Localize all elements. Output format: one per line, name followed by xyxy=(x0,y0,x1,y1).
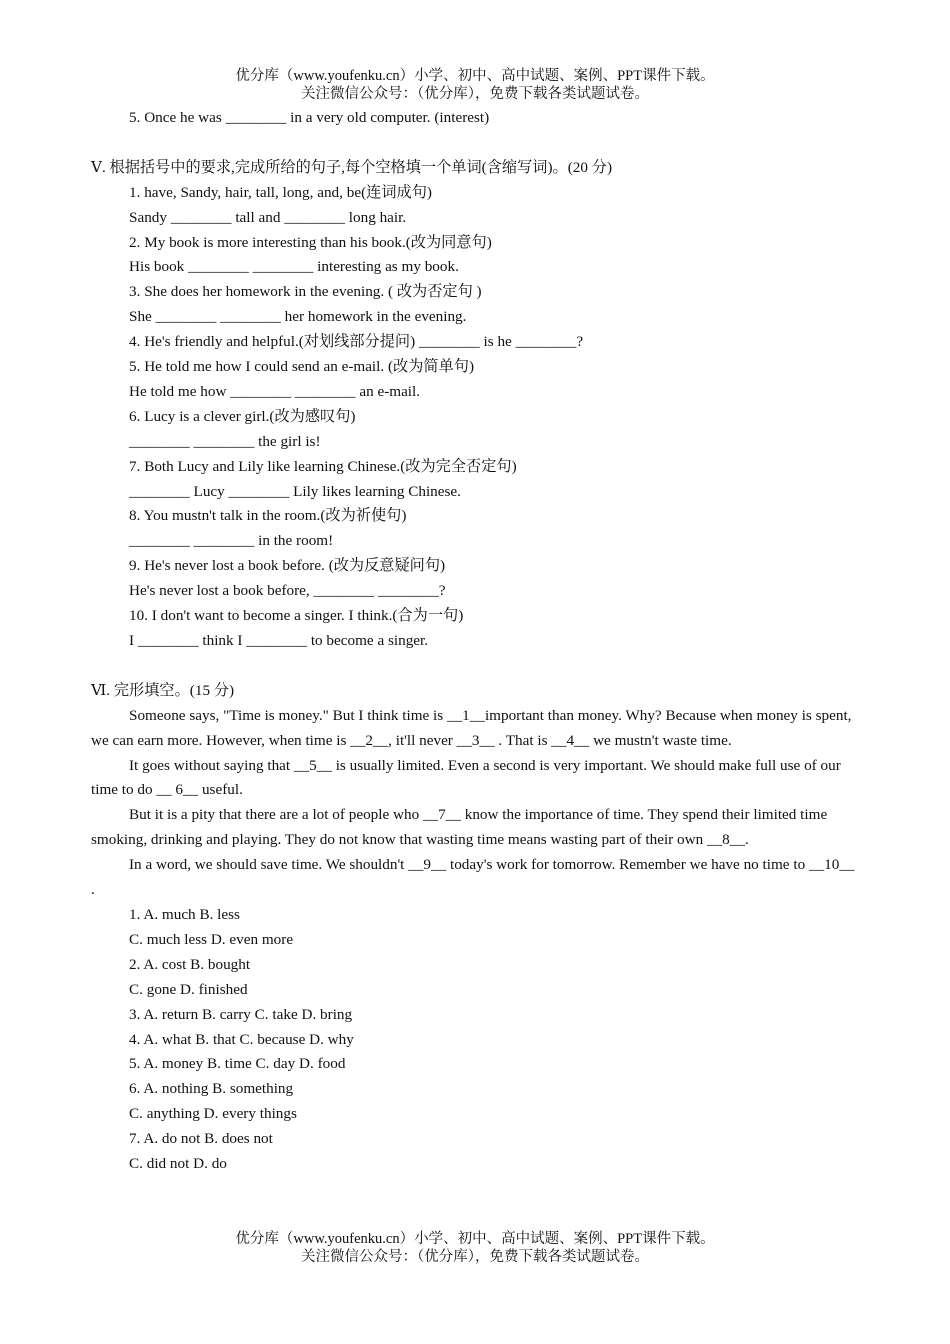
footer-line-1: 优分库（www.youfenku.cn）小学、初中、高中试题、案例、PPT课件下载。 xyxy=(235,1231,715,1247)
section-5-line: His book ________ ________ interesting as my book. xyxy=(129,258,459,276)
page-header xyxy=(0,67,950,103)
section-5-line: ________ ________ in the room! xyxy=(129,532,334,550)
section-5-line: 10. I don't want to become a singer. I think.(合为一句) xyxy=(129,607,464,625)
section-5-line: 7. Both Lucy and Lily like learning Chinese.(改为完全否定句) xyxy=(129,457,517,475)
cloze-option-line: 4. A. what B. that C. because D. why xyxy=(129,1030,354,1048)
cloze-paragraph: In a word, we should save time. We shouldn't __9__ today's work for tomorrow. Remember we have no time to __10__ . xyxy=(91,856,855,899)
section-5-line: 5. He told me how I could send an e-mail. (改为简单句) xyxy=(129,358,475,376)
cloze-option-line: C. anything D. every things xyxy=(129,1105,297,1123)
section-5 xyxy=(91,156,861,654)
cloze-option-line: 3. A. return B. carry C. take D. bring xyxy=(129,1005,353,1023)
section-6-heading: Ⅵ. 完形填空。(15 分) xyxy=(91,681,235,699)
section-5-line: ________ ________ the girl is! xyxy=(129,432,321,450)
spacer xyxy=(91,131,861,156)
previous-item: 5. Once he was ________ in a very old computer. (interest) xyxy=(129,109,490,126)
cloze-option-line: C. did not D. do xyxy=(129,1155,227,1173)
cloze-option-line: C. much less D. even more xyxy=(129,930,294,948)
document-body xyxy=(91,106,861,1177)
cloze-paragraph: Someone says, "Time is money." But I think time is __1__important than money. Why? Because when money is spent, we can earn more. However, when time is __2__, it'll never __3__ . That is __4__ we mustn't waste time. xyxy=(91,706,852,749)
cloze-paragraph: It goes without saying that __5__ is usually limited. Even a second is very important. We should make full use of our time to do __ 6__ useful. xyxy=(91,756,841,799)
section-5-line: 8. You mustn't talk in the room.(改为祈使句) xyxy=(129,507,407,525)
cloze-option-line: 5. A. money B. time C. day D. food xyxy=(129,1055,346,1073)
footer-line-2: 关注微信公众号：（优分库），免费下载各类试题试卷。 xyxy=(301,1249,649,1265)
section-6 xyxy=(91,679,861,1177)
section-5-line: 4. He's friendly and helpful.(对划线部分提问) ________ is he ________? xyxy=(129,333,584,351)
section-5-line: I ________ think I ________ to become a singer. xyxy=(129,632,429,650)
section-5-heading: Ⅴ. 根据括号中的要求,完成所给的句子,每个空格填一个单词(含缩写词)。(20 分) xyxy=(91,158,612,176)
spacer xyxy=(91,654,861,679)
page-footer xyxy=(0,1230,950,1266)
section-5-line: He's never lost a book before, ________ ________? xyxy=(129,582,446,600)
section-5-line: Sandy ________ tall and ________ long hair. xyxy=(129,208,407,226)
section-5-line: He told me how ________ ________ an e-mail. xyxy=(129,382,421,400)
section-5-line: 9. He's never lost a book before. (改为反意疑问句) xyxy=(129,557,446,575)
cloze-paragraph: But it is a pity that there are a lot of people who __7__ know the importance of time. They spend their limited time smoking, drinking and playing. They do not know that wasting time means wasting part of their own __8__. xyxy=(91,806,828,849)
section-5-line: 2. My book is more interesting than his book.(改为同意句) xyxy=(129,233,492,251)
section-5-line: 1. have, Sandy, hair, tall, long, and, be(连词成句) xyxy=(129,183,432,201)
section-5-line: 3. She does her homework in the evening. ( 改为否定句 ) xyxy=(129,283,482,301)
cloze-option-line: C. gone D. finished xyxy=(129,980,248,998)
cloze-option-line: 1. A. much B. less xyxy=(129,905,240,923)
section-5-line: 6. Lucy is a clever girl.(改为感叹句) xyxy=(129,407,356,425)
header-line-2: 关注微信公众号：（优分库），免费下载各类试题试卷。 xyxy=(301,86,649,102)
section-5-line: She ________ ________ her homework in the evening. xyxy=(129,308,467,326)
cloze-option-line: 6. A. nothing B. something xyxy=(129,1080,294,1098)
header-line-1: 优分库（www.youfenku.cn）小学、初中、高中试题、案例、PPT课件下载。 xyxy=(235,68,715,84)
cloze-option-line: 7. A. do not B. does not xyxy=(129,1130,273,1148)
cloze-option-line: 2. A. cost B. bought xyxy=(129,955,251,973)
section-5-line: ________ Lucy ________ Lily likes learning Chinese. xyxy=(129,482,461,500)
